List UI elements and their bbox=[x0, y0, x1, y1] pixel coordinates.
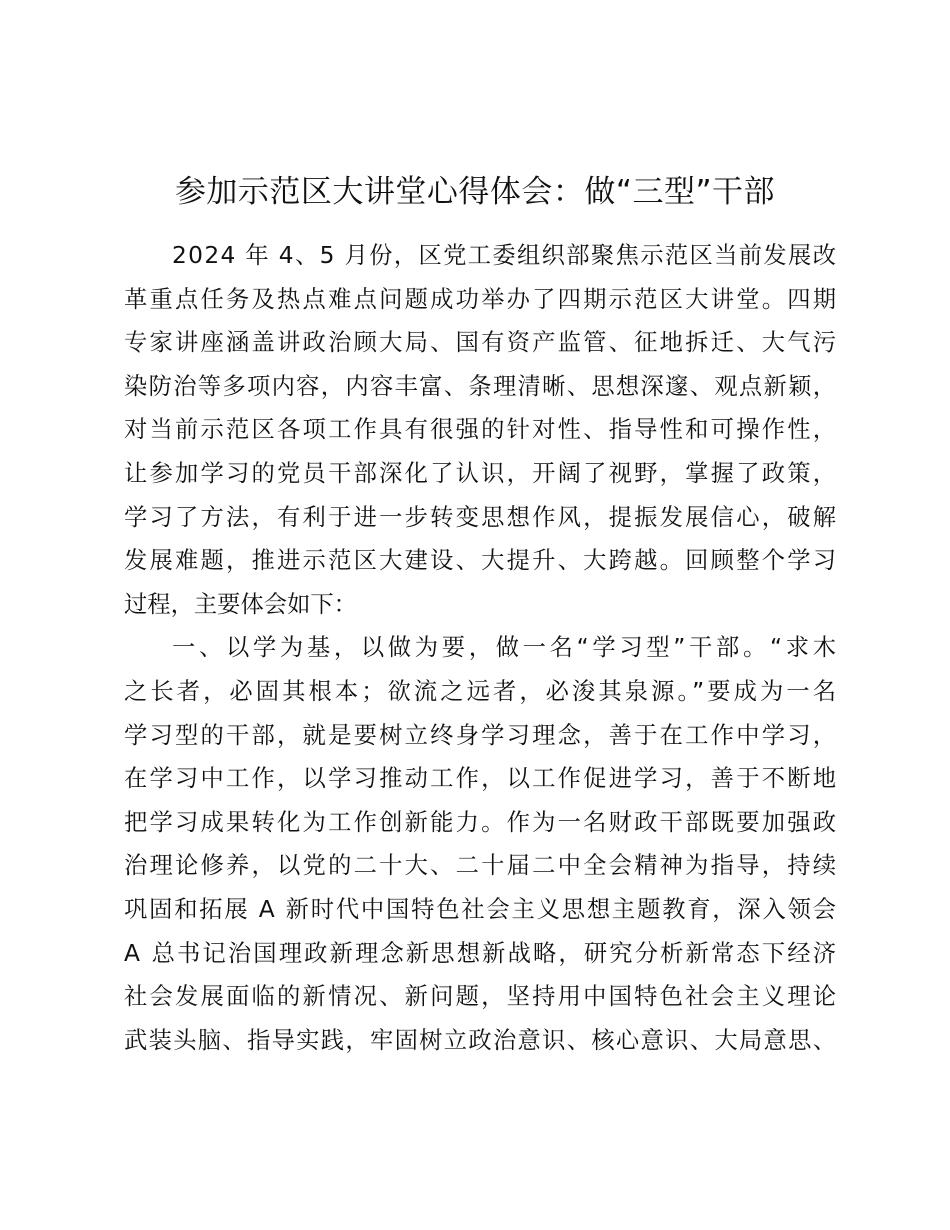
body-text-line: 2024 年 4、5 月份，区党工委组织部聚焦示范区当前发展改 bbox=[172, 242, 838, 269]
body-text-line: 发展难题，推进示范区大建设、大提升、大跨越。回顾整个学习 bbox=[124, 547, 839, 575]
body-text-line: 过程，主要体会如下： bbox=[124, 590, 357, 618]
body-text-line: A 总书记治国理政新理念新思想新战略，研究分析新常态下经济 bbox=[124, 939, 839, 967]
document-body bbox=[124, 234, 840, 1062]
body-text-line: 社会发展面临的新情况、新问题，坚持用中国特色社会主义理论 bbox=[124, 983, 839, 1011]
body-text-line: 巩固和拓展 A 新时代中国特色社会主义思想主题教育，深入领会 bbox=[124, 895, 838, 923]
document-title: 参加示范区大讲堂心得体会：做“三型”干部 bbox=[174, 174, 776, 210]
body-text-line: 专家讲座涵盖讲政治顾大局、国有资产监管、征地拆迁、大气污 bbox=[124, 329, 839, 357]
body-text-line: 染防治等多项内容，内容丰富、条理清晰、思想深邃、观点新颖， bbox=[124, 372, 838, 400]
body-text-line: 治理论修养，以党的二十大、二十届二中全会精神为指导，持续 bbox=[124, 852, 839, 880]
body-text-line: 把学习成果转化为工作创新能力。作为一名财政干部既要加强政 bbox=[124, 808, 839, 836]
body-text-line: 学习型的干部，就是要树立终身学习理念，善于在工作中学习， bbox=[124, 721, 839, 749]
body-text-line: 在学习中工作，以学习推动工作，以工作促进学习，善于不断地 bbox=[124, 765, 839, 793]
body-text-line: 让参加学习的党员干部深化了认识，开阔了视野，掌握了政策， bbox=[124, 459, 839, 487]
body-text-line: 学习了方法，有利于进一步转变思想作风，提振发展信心，破解 bbox=[124, 503, 839, 531]
body-text-line: 之长者，必固其根本；欲流之远者，必浚其泉源。”要成为一名 bbox=[124, 677, 840, 705]
body-text-line: 对当前示范区各项工作具有很强的针对性、指导性和可操作性， bbox=[124, 416, 839, 444]
body-text-line: 武装头脑、指导实践，牢固树立政治意识、核心意识、大局意思、 bbox=[124, 1026, 838, 1054]
body-text-line: 革重点任务及热点难点问题成功举办了四期示范区大讲堂。四期 bbox=[124, 285, 839, 313]
body-text-line: 一、以学为基，以做为要，做一名“学习型”干部。“求木 bbox=[172, 634, 840, 662]
